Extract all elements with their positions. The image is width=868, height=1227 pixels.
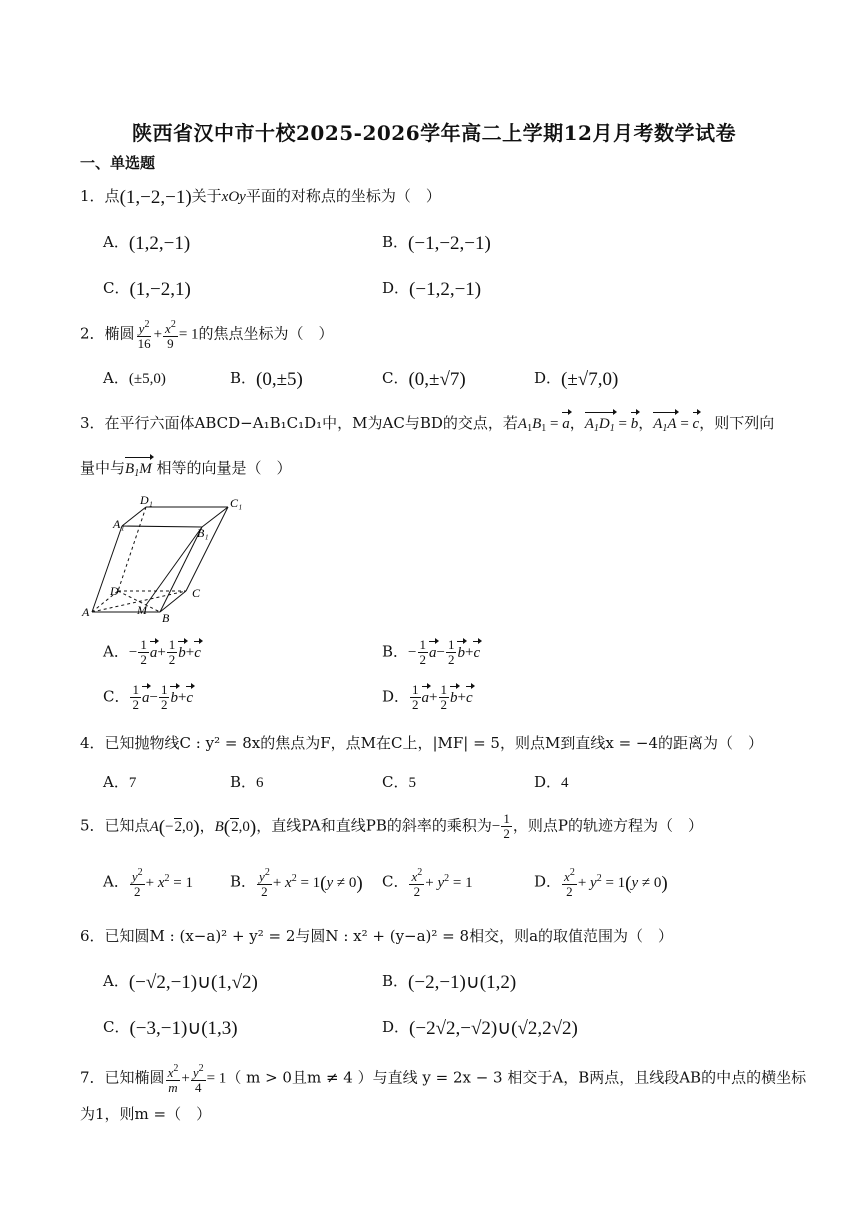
q4-option-b[interactable]	[230, 771, 264, 794]
option-value: (−2,−1)∪(1,2)	[408, 972, 517, 993]
question-text: 已知椭圆	[104, 1068, 165, 1087]
question-3: 3．在平行六面体ABCD−A₁B₁C₁D₁中，M为AC与BD的交点，若$A_1B_1 = a$，$A_1D_1 = b$，$A_1A = c$，则下列向	[80, 412, 774, 440]
q3-option-a[interactable]: A．− $\frac{1}{2}$ a+ $\frac{1}{2}$ b+c	[103, 637, 201, 667]
label-c1: C₁	[230, 496, 243, 510]
option-value: (0,±√7)	[408, 369, 466, 390]
q3-option-c[interactable]: C． $\frac{1}{2}$ a− $\frac{1}{2}$ b+c	[103, 682, 194, 712]
option-value: (1,2,−1)	[128, 233, 191, 254]
label-d1: D₁	[140, 493, 153, 507]
question-number: 5．	[80, 816, 105, 835]
option-value: 4	[561, 775, 569, 791]
question-text: 的焦点坐标为（ ）	[198, 324, 334, 343]
question-text: ，则下列向	[699, 414, 775, 432]
option-label: C．	[103, 1018, 130, 1036]
fraction-x2-9: $\frac{x^2}{9}$	[165, 319, 176, 351]
q5-option-a[interactable]: A． $\frac{y^2}{2}$ + $x^2 = 1$	[103, 867, 193, 899]
question-2: 2．椭圆 $\frac{y^2}{16}$ + $\frac{x^2}{9}$ = 1的焦点坐标为（ ）	[80, 319, 334, 351]
label-d: D	[110, 584, 119, 598]
option-label: C．	[103, 687, 130, 706]
q4-option-d[interactable]	[534, 771, 569, 794]
option-value: (1,−2,1)	[129, 279, 191, 300]
option-value: (−1,2,−1)	[409, 279, 482, 300]
option-value: (±5,0)	[128, 371, 166, 387]
math-point: (1,−2,−1)	[119, 187, 192, 208]
q2-option-c[interactable]	[382, 367, 466, 391]
label-a: A	[82, 605, 90, 619]
label-c: C	[192, 586, 201, 600]
q1-option-d[interactable]	[382, 277, 481, 301]
question-text: 已知圆M : (x−a)² + y² = 2与圆N : x² + (y−a)² = 8相交，则a的取值范围为（ ）	[104, 927, 674, 945]
question-number: 3．	[80, 414, 105, 432]
question-text: 椭圆	[104, 324, 135, 343]
question-text: 量中与	[80, 459, 126, 477]
q3-option-b[interactable]: B．− $\frac{1}{2}$ a− $\frac{1}{2}$ b+c	[382, 637, 481, 667]
question-text: 直线PA和直线PB的斜率的乘积为	[271, 816, 492, 835]
option-value: (0,±5)	[256, 369, 303, 390]
option-label: A．	[103, 233, 129, 251]
option-value: (−2√2,−√2)∪(√2,2√2)	[409, 1018, 578, 1039]
q6-option-d[interactable]	[382, 1016, 578, 1040]
option-label: B．	[382, 233, 409, 251]
option-label: D．	[534, 872, 562, 891]
option-value: 6	[256, 775, 264, 791]
q6-option-c[interactable]	[103, 1016, 238, 1040]
option-label: C．	[382, 369, 409, 387]
section-heading: 一、单选题	[80, 154, 156, 172]
option-value: 5	[408, 775, 416, 791]
option-label: A．	[103, 642, 129, 661]
option-label: B．	[230, 369, 257, 387]
question-7-line-2	[80, 1103, 211, 1125]
question-text: 为1，则m =（ ）	[80, 1105, 212, 1123]
fraction-y2-16: $\frac{y^2}{16}$	[137, 319, 151, 351]
label-b: B	[162, 611, 170, 624]
option-label: D．	[534, 773, 562, 791]
q1-option-b[interactable]	[382, 231, 491, 255]
question-5: 5．已知点A(−2,0)，B(2,0)，直线PA和直线PB的斜率的乘积为− $\frac{1}{2}$ ，则点P的轨迹方程为（ ）	[80, 811, 703, 841]
question-text: （ m > 0且m ≠ 4 ）与直线 y = 2x − 3 相交于A，B两点，且线段AB的中点的横坐标	[226, 1068, 807, 1087]
question-number: 2．	[80, 324, 105, 343]
question-number: 1．	[80, 187, 105, 205]
q5-option-b[interactable]: B． $\frac{y^2}{2}$ + $x^2 = 1(y \ne 0)$	[230, 867, 363, 899]
q4-option-c[interactable]	[382, 771, 416, 794]
question-text: 已知点	[104, 816, 150, 835]
option-label: D．	[382, 1018, 410, 1036]
label-m: M	[137, 603, 147, 617]
question-text: 平面的对称点的坐标为（ ）	[245, 187, 441, 205]
option-value: (±√7,0)	[561, 369, 619, 390]
option-value: 7	[128, 775, 137, 791]
q6-option-b[interactable]	[382, 970, 516, 994]
option-label: C．	[382, 872, 409, 891]
question-text: 已知抛物线C : y² = 8x的焦点为F，点M在C上，|MF| = 5，则点M到直线x = −4的距离为（ ）	[104, 734, 764, 752]
page-title: 陕西省汉中市十校2025-2026学年高二上学期12月月考数学试卷	[132, 121, 736, 145]
option-label: B．	[230, 773, 257, 791]
q6-option-a[interactable]	[103, 970, 258, 994]
question-text: 相等的向量是（ ）	[156, 459, 292, 477]
option-label: C．	[382, 773, 409, 791]
q5-option-c[interactable]: C． $\frac{x^2}{2}$ + $y^2 = 1$	[382, 867, 473, 899]
option-label: D．	[382, 279, 410, 297]
option-label: A．	[103, 773, 129, 791]
q2-option-d[interactable]	[534, 367, 618, 391]
math-plane: xOy	[221, 189, 246, 205]
q5-option-d[interactable]: D． $\frac{x^2}{2}$ + $y^2 = 1(y \ne 0)$	[534, 867, 668, 899]
question-text: ，则点P的轨迹方程为（ ）	[512, 816, 703, 835]
vector-b1m: $B_1M$	[125, 458, 152, 485]
question-4	[80, 732, 763, 754]
q3-option-d[interactable]: D． $\frac{1}{2}$ a+ $\frac{1}{2}$ b+c	[382, 682, 473, 712]
q4-option-a[interactable]	[103, 771, 136, 794]
question-1	[80, 185, 441, 209]
question-number: 6．	[80, 927, 105, 945]
question-number: 4．	[80, 734, 105, 752]
question-number: 7．	[80, 1068, 105, 1087]
q1-option-c[interactable]	[103, 277, 191, 301]
question-text: 关于	[191, 187, 222, 205]
question-3-line-2	[80, 457, 291, 485]
question-text: 点	[104, 187, 120, 205]
option-label: D．	[534, 369, 562, 387]
option-label: A．	[103, 872, 129, 891]
q1-option-a[interactable]	[103, 231, 190, 255]
option-label: A．	[103, 369, 129, 387]
parallelepiped-figure	[80, 492, 250, 624]
question-6	[80, 925, 673, 947]
option-label: A．	[103, 972, 129, 990]
option-label: C．	[103, 279, 130, 297]
question-text: 在平行六面体ABCD−A₁B₁C₁D₁中，M为AC与BD的交点，若	[104, 414, 518, 432]
option-value: (−1,−2,−1)	[408, 233, 491, 254]
option-label: D．	[382, 687, 410, 706]
label-a1: A₁	[113, 517, 125, 531]
option-value: (−√2,−1)∪(1,√2)	[128, 972, 258, 993]
q2-option-b[interactable]	[230, 367, 303, 391]
label-b1: B₁	[197, 526, 209, 540]
option-label: B．	[382, 642, 409, 661]
option-value: (−3,−1)∪(1,3)	[129, 1018, 238, 1039]
q2-option-a[interactable]	[103, 367, 166, 390]
question-7: 7．已知椭圆 $\frac{x^2}{m}$ + $\frac{y^2}{4}$ = 1（ m > 0且m ≠ 4 ）与直线 y = 2x − 3 相交于A，B两点，且线段AB的中点的横坐标	[80, 1063, 807, 1095]
option-label: B．	[382, 972, 409, 990]
option-label: B．	[230, 872, 257, 891]
